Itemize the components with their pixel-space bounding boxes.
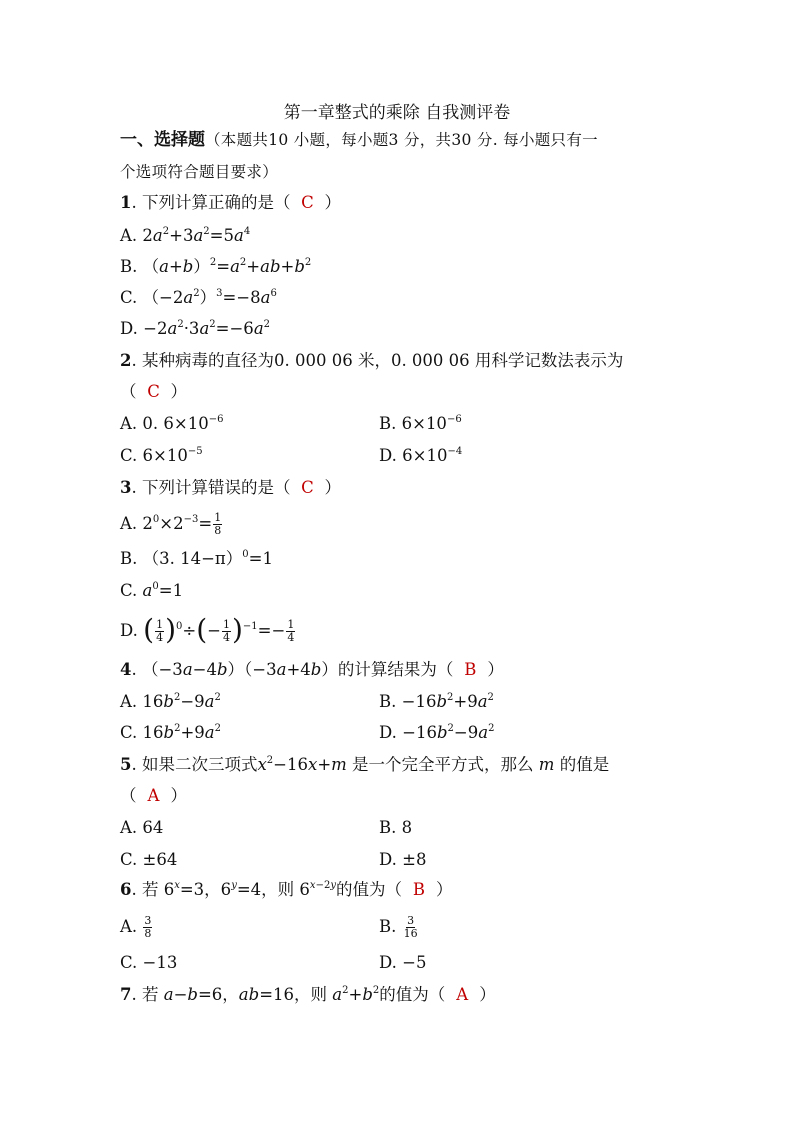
question-5-answer [120, 786, 187, 806]
question-number: 3 [120, 478, 132, 497]
question-5-stem: 5. 如果二次三项式$x^2-16x+m$ 是一个完全平方式，那么 m 的值是 [120, 755, 610, 774]
close-paren: ） [170, 786, 187, 805]
q3-option-b: B. （3. 14−π）$^0$=1 [120, 549, 273, 568]
section-note-line2: 个选项符合题目要求） [120, 163, 279, 181]
q3-option-a: A. $2^0\times 2^{-3}=$ $\frac{1}{8}$ [120, 511, 222, 537]
section-heading: 一、选择题 [120, 130, 205, 150]
question-number: 5 [120, 755, 132, 774]
q1-option-b: B. $(a+b)^2=a^2+ab+b^2$ [120, 257, 312, 276]
q5-options-row2 [120, 850, 427, 870]
q1-option-c: C. $(-2a^2)^3=-8a^6$ [120, 288, 277, 307]
q4-options-row1: A. $16b^2-9a^2$ B. $-16b^2+9a^2$ [120, 692, 494, 711]
question-text: . 下列计算正确的是（ [131, 193, 291, 212]
answer-mark: B [412, 880, 426, 899]
question-1-stem [120, 193, 341, 213]
question-2-answer [120, 382, 187, 402]
question-number: 7 [120, 985, 132, 1004]
close-paren: ） [435, 880, 453, 899]
answer-mark: C [301, 193, 314, 212]
close-paren: ） [170, 382, 187, 401]
q6-option-c: C. −13 [120, 953, 178, 972]
q5-option-b: B. 8 [379, 818, 413, 837]
q4-options-row2: C. $16b^2+9a^2$ D. $-16b^2-9a^2$ [120, 723, 495, 742]
q2-options-row2: C. $6\times 10^{-5}$ D. $6\times 10^{-4}$ [120, 446, 463, 465]
q5-option-c: C. ±64 [120, 850, 178, 869]
answer-mark: C [147, 382, 160, 401]
answer-mark: C [301, 478, 314, 497]
q6-option-d: D. −5 [379, 953, 427, 972]
question-7-stem: 7. 若 a−b=6，ab=16，则 $a^2+b^2$的值为（ A ） [120, 985, 496, 1004]
q5-option-a: A. 64 [120, 818, 164, 837]
open-paren: （ [120, 786, 137, 805]
q1-option-a: A. $2a^2+3a^2=5a^4$ [120, 226, 251, 245]
close-paren: ） [324, 193, 341, 212]
answer-mark: A [147, 786, 160, 805]
answer-mark: A [456, 985, 469, 1004]
question-3-stem [120, 478, 341, 498]
close-paren: ） [479, 985, 496, 1004]
section-note-line1: （本题共10 小题，每小题3 分，共30 分. 每小题只有一 [205, 131, 598, 149]
page-title: 第一章整式的乘除 自我测评卷 [283, 103, 511, 123]
section-header [120, 130, 598, 150]
answer-mark: B [464, 660, 477, 679]
question-number: 6 [120, 880, 132, 899]
q3-option-c: C. $a^0=1$ [120, 581, 184, 600]
question-2-stem [120, 351, 623, 371]
question-number: 2 [120, 351, 132, 370]
close-paren: ） [324, 478, 341, 497]
q6-options-row1: A. $\frac{3}{8}$ B. $\frac{3}{16}$ [120, 914, 418, 940]
question-4-stem: 4. （−3a−4b）（−3a+4b）的计算结果为（ B ） [120, 660, 504, 679]
q5-options-row1 [120, 818, 413, 838]
question-number: 1 [120, 193, 132, 212]
q2-options-row1: A. 0. $6\times 10^{-6}$ B. $6\times 10^{-6}$ [120, 414, 462, 433]
open-paren: （ [120, 382, 137, 401]
q1-option-d: D. $-2a^2\cdot 3a^2=-6a^2$ [120, 319, 271, 338]
close-paren: ） [487, 660, 504, 679]
q3-option-d: D. ( $\frac{1}{4}$ )$^0$÷(− $\frac{1}{4}$ )$^{-1}$=− $\frac{1}{4}$ [120, 613, 295, 646]
q6-options-row2 [120, 953, 427, 973]
question-6-stem: 6. 若 $6^x=3$，$6^y=4$，则 $6^{x-2y}$的值为（ B ） [120, 880, 453, 899]
question-text: . 下列计算错误的是（ [131, 478, 291, 497]
question-text: . 某种病毒的直径为0. 000 06 米，0. 000 06 用科学记数法表示为 [131, 351, 624, 370]
question-number: 4 [120, 660, 132, 679]
q5-option-d: D. ±8 [379, 850, 427, 869]
